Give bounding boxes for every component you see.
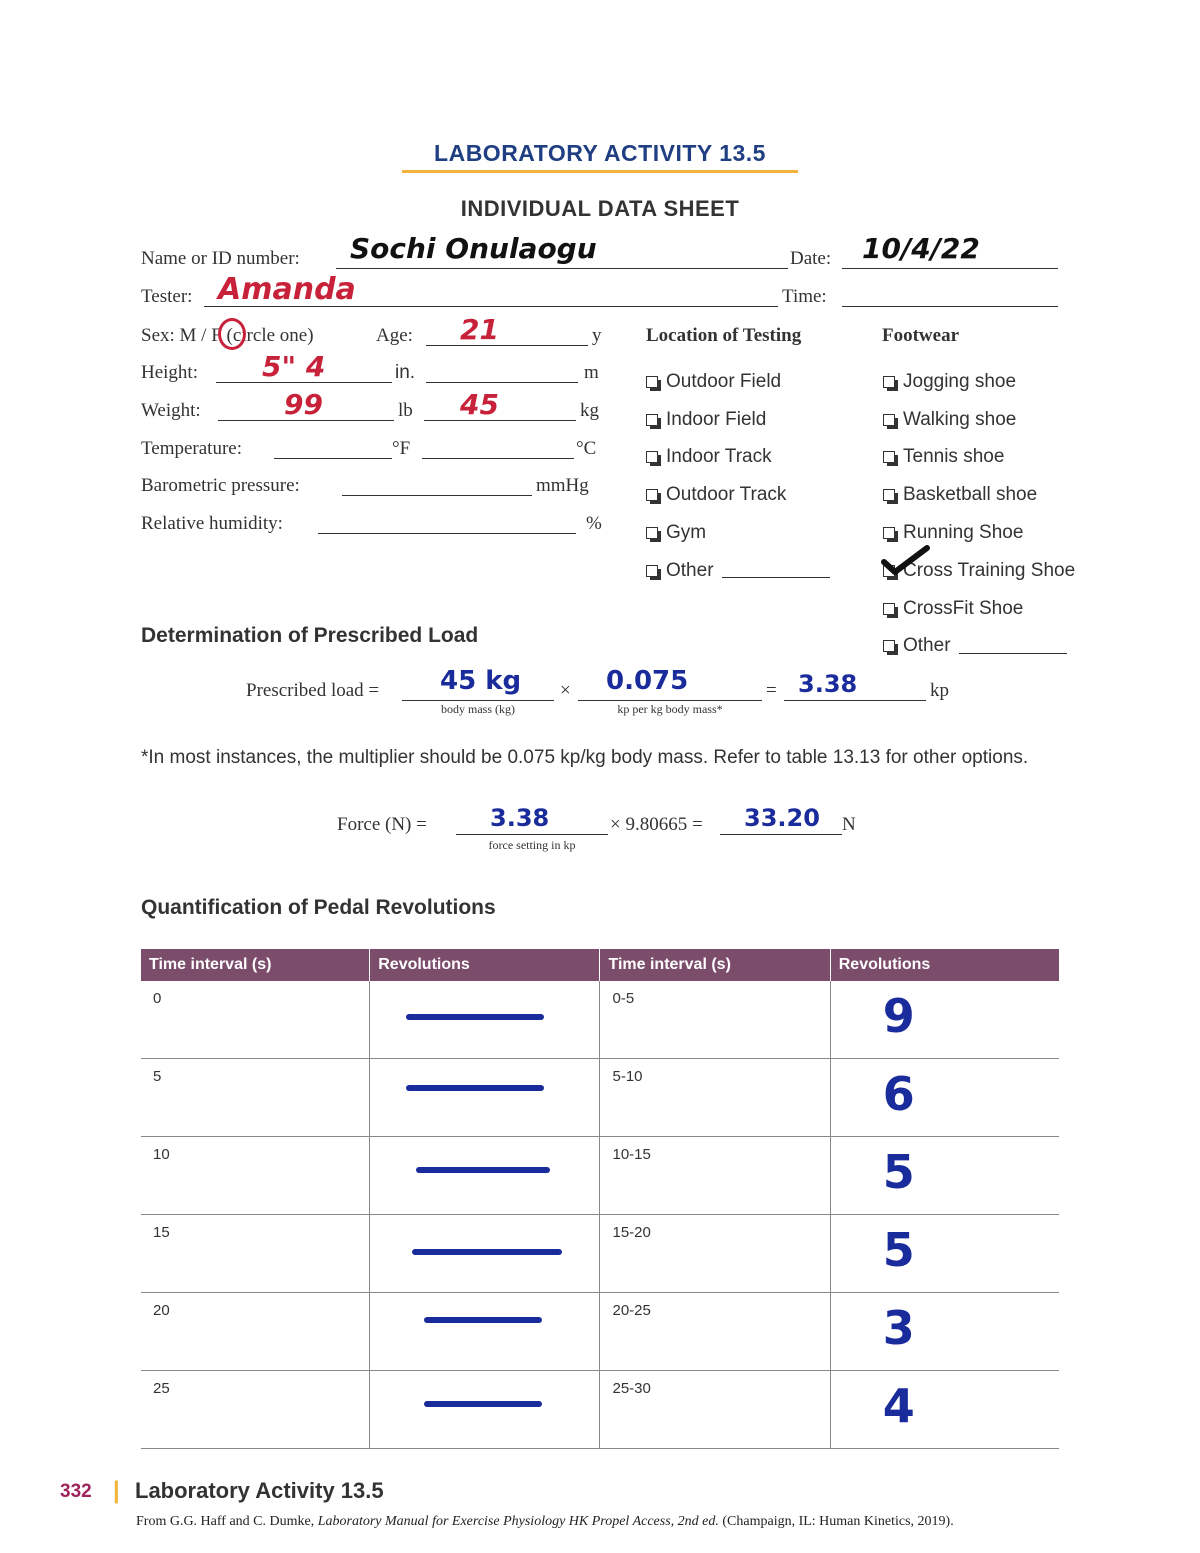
table-header-row — [141, 949, 1059, 981]
age-value: 21 — [460, 313, 499, 346]
body-mass-field-line[interactable] — [402, 700, 554, 701]
temperature-c-field-line[interactable] — [422, 458, 574, 459]
checkbox-icon[interactable] — [646, 451, 658, 463]
table-row — [141, 1215, 1059, 1293]
time-field-line[interactable] — [842, 306, 1058, 307]
revolutions-count: 5 — [882, 1145, 915, 1199]
time-interval-cell: 15 — [141, 1215, 370, 1293]
age-field-line[interactable] — [426, 345, 588, 346]
table-row — [141, 1137, 1059, 1215]
revolutions-cell[interactable] — [370, 981, 600, 1059]
result-field-line[interactable] — [784, 700, 926, 701]
footwear-option-running-shoe[interactable]: Running Shoe — [883, 514, 1075, 552]
location-list — [646, 363, 830, 590]
revolutions-cell[interactable] — [370, 1215, 600, 1293]
barometric-label: Barometric pressure: — [141, 475, 300, 496]
revolutions-cell[interactable] — [830, 1215, 1059, 1293]
revolutions-count: 6 — [882, 1067, 915, 1121]
revolutions-cell[interactable] — [370, 1059, 600, 1137]
location-option-outdoor-field[interactable]: Outdoor Field — [646, 363, 830, 401]
title-underline — [402, 170, 798, 173]
weight-kg-field-line[interactable] — [424, 420, 576, 421]
force-label: Force (N) = — [337, 814, 427, 835]
barometric-unit: mmHg — [536, 475, 589, 496]
time-interval-cell: 20-25 — [600, 1293, 830, 1371]
footwear-option-crossfit-shoe[interactable]: CrossFit Shoe — [883, 590, 1075, 628]
column-header-time-interval: Time interval (s) — [141, 949, 370, 981]
weight-kg-value: 45 — [460, 388, 499, 421]
dash-mark — [424, 1401, 542, 1407]
prescribed-load-label: Prescribed load = — [246, 680, 380, 701]
checkbox-icon[interactable] — [883, 376, 895, 388]
location-option-indoor-track[interactable]: Indoor Track — [646, 439, 830, 477]
footwear-heading: Footwear — [882, 325, 960, 346]
equals-sign: = — [766, 680, 777, 701]
location-heading: Location of Testing — [646, 325, 802, 346]
time-interval-cell: 5 — [141, 1059, 370, 1137]
footwear-option-basketball-shoe[interactable]: Basketball shoe — [883, 476, 1075, 514]
table-row — [141, 1059, 1059, 1137]
humidity-label: Relative humidity: — [141, 513, 283, 534]
footer-separator: | — [113, 1477, 120, 1504]
result-value: 3.38 — [798, 670, 858, 698]
temperature-unit-c: °C — [576, 438, 597, 459]
table-row — [141, 1371, 1059, 1449]
humidity-field-line[interactable] — [318, 533, 576, 534]
temperature-f-field-line[interactable] — [274, 458, 392, 459]
weight-unit-kg: kg — [580, 400, 599, 421]
checkbox-icon[interactable] — [883, 603, 895, 615]
table-row — [141, 981, 1059, 1059]
dash-mark — [406, 1085, 544, 1091]
force-setting-value: 3.38 — [490, 804, 550, 832]
force-setting-field-line[interactable] — [456, 834, 608, 835]
dash-mark — [412, 1249, 562, 1255]
multiplier-caption: kp per kg body mass* — [617, 702, 723, 716]
revolutions-cell[interactable] — [370, 1371, 600, 1449]
revolutions-cell[interactable] — [830, 981, 1059, 1059]
humidity-unit: % — [586, 513, 602, 534]
location-option-indoor-field[interactable]: Indoor Field — [646, 401, 830, 439]
revolutions-cell[interactable] — [830, 1293, 1059, 1371]
page-number: 332 — [60, 1481, 92, 1502]
checkbox-icon[interactable] — [646, 376, 658, 388]
dash-mark — [406, 1014, 544, 1020]
height-value: 5" 4 — [262, 350, 326, 383]
revolutions-table — [141, 949, 1059, 1449]
date-value: 10/4/22 — [862, 232, 980, 265]
checkmark-icon — [881, 544, 931, 578]
height-m-field-line[interactable] — [426, 382, 578, 383]
time-interval-cell: 5-10 — [600, 1059, 830, 1137]
multiplier-value: 0.075 — [606, 666, 689, 696]
time-interval-cell: 25 — [141, 1371, 370, 1449]
dash-mark — [424, 1317, 542, 1323]
name-label: Name or ID number: — [141, 248, 300, 269]
checkbox-icon[interactable] — [883, 414, 895, 426]
footwear-option-tennis-shoe[interactable]: Tennis shoe — [883, 439, 1075, 477]
height-label: Height: — [141, 362, 198, 383]
pedal-revolutions-heading: Quantification of Pedal Revolutions — [141, 896, 496, 919]
height-unit-in: in. — [395, 362, 416, 383]
body-mass-value: 45 kg — [440, 666, 522, 696]
revolutions-count: 3 — [882, 1301, 915, 1355]
weight-label: Weight: — [141, 400, 201, 421]
time-interval-cell: 10 — [141, 1137, 370, 1215]
time-label: Time: — [782, 286, 827, 307]
revolutions-cell[interactable] — [370, 1137, 600, 1215]
result-unit: kp — [930, 680, 949, 701]
checkbox-icon[interactable] — [883, 640, 895, 652]
citation: From G.G. Haff and C. Dumke, Laboratory Manual for Exercise Physiology HK Propel Access, 2nd ed. (Champaign, IL: Human Kinetics, 2019). — [136, 1514, 954, 1529]
age-label: Age: — [376, 325, 413, 346]
sex-circle-mark — [218, 318, 246, 350]
checkbox-icon[interactable] — [883, 489, 895, 501]
location-other-field-line[interactable] — [722, 563, 830, 578]
age-unit: y — [592, 325, 602, 346]
revolutions-count: 9 — [882, 989, 915, 1043]
weight-unit-lb: lb — [398, 400, 413, 421]
temperature-unit-f: °F — [392, 438, 411, 459]
body-mass-caption: body mass (kg) — [441, 702, 515, 716]
sex-label: Sex: M / F (circle one) — [141, 325, 314, 346]
multiplier-field-line[interactable] — [578, 700, 762, 701]
footwear-other-field-line[interactable] — [959, 639, 1067, 654]
barometric-field-line[interactable] — [342, 495, 532, 496]
force-multiplier: × 9.80665 = — [610, 814, 703, 835]
force-setting-caption: force setting in kp — [488, 838, 576, 852]
force-result-field-line[interactable] — [720, 834, 842, 835]
checkbox-icon[interactable] — [883, 527, 895, 539]
checkbox-icon[interactable] — [646, 489, 658, 501]
checkbox-icon[interactable] — [883, 451, 895, 463]
time-interval-cell: 10-15 — [600, 1137, 830, 1215]
date-field-line[interactable] — [842, 268, 1058, 269]
revolutions-cell[interactable] — [370, 1293, 600, 1371]
checkbox-icon[interactable] — [646, 565, 658, 577]
time-interval-cell: 15-20 — [600, 1215, 830, 1293]
revolutions-cell[interactable] — [830, 1059, 1059, 1137]
time-interval-cell: 25-30 — [600, 1371, 830, 1449]
column-header-time-interval: Time interval (s) — [600, 949, 830, 981]
sheet-subtitle: INDIVIDUAL DATA SHEET — [460, 196, 740, 221]
location-option-other[interactable]: Other — [646, 552, 830, 590]
column-header-revolutions: Revolutions — [370, 949, 600, 981]
dash-mark — [416, 1167, 550, 1173]
revolutions-cell[interactable] — [830, 1137, 1059, 1215]
multiplier-note: *In most instances, the multiplier should be 0.075 kp/kg body mass. Refer to table 13.13 for other options. — [141, 747, 1029, 768]
revolutions-count: 5 — [882, 1223, 915, 1277]
time-interval-cell: 0-5 — [600, 981, 830, 1059]
footwear-option-walking-shoe[interactable]: Walking shoe — [883, 401, 1075, 439]
footwear-option-cross-training-shoe[interactable]: Cross Training Shoe — [883, 552, 1075, 590]
force-result-value: 33.20 — [744, 804, 820, 832]
revolutions-count: 4 — [882, 1379, 915, 1433]
time-interval-cell: 0 — [141, 981, 370, 1059]
checkbox-icon[interactable] — [646, 527, 658, 539]
force-unit: N — [842, 814, 856, 835]
footer-title: Laboratory Activity 13.5 — [135, 1478, 384, 1503]
weight-lb-value: 99 — [284, 388, 323, 421]
name-field-line[interactable] — [336, 268, 788, 269]
footwear-option-other[interactable]: Other — [883, 628, 1075, 666]
table-row — [141, 1293, 1059, 1371]
location-option-outdoor-track[interactable]: Outdoor Track — [646, 476, 830, 514]
tester-label: Tester: — [141, 286, 193, 307]
temperature-label: Temperature: — [141, 438, 243, 459]
checkbox-icon[interactable] — [646, 414, 658, 426]
activity-title: LABORATORY ACTIVITY 13.5 — [434, 140, 766, 166]
revolutions-cell[interactable] — [830, 1371, 1059, 1449]
footwear-option-jogging-shoe[interactable]: Jogging shoe — [883, 363, 1075, 401]
name-value: Sochi Onulaogu — [350, 232, 597, 265]
time-interval-cell: 20 — [141, 1293, 370, 1371]
times-sign: × — [560, 680, 571, 701]
prescribed-load-heading: Determination of Prescribed Load — [141, 624, 479, 647]
height-unit-m: m — [584, 362, 599, 383]
location-option-gym[interactable]: Gym — [646, 514, 830, 552]
tester-value: Amanda — [218, 272, 356, 307]
date-label: Date: — [790, 248, 832, 269]
column-header-revolutions: Revolutions — [830, 949, 1059, 981]
footwear-list — [883, 363, 1075, 665]
